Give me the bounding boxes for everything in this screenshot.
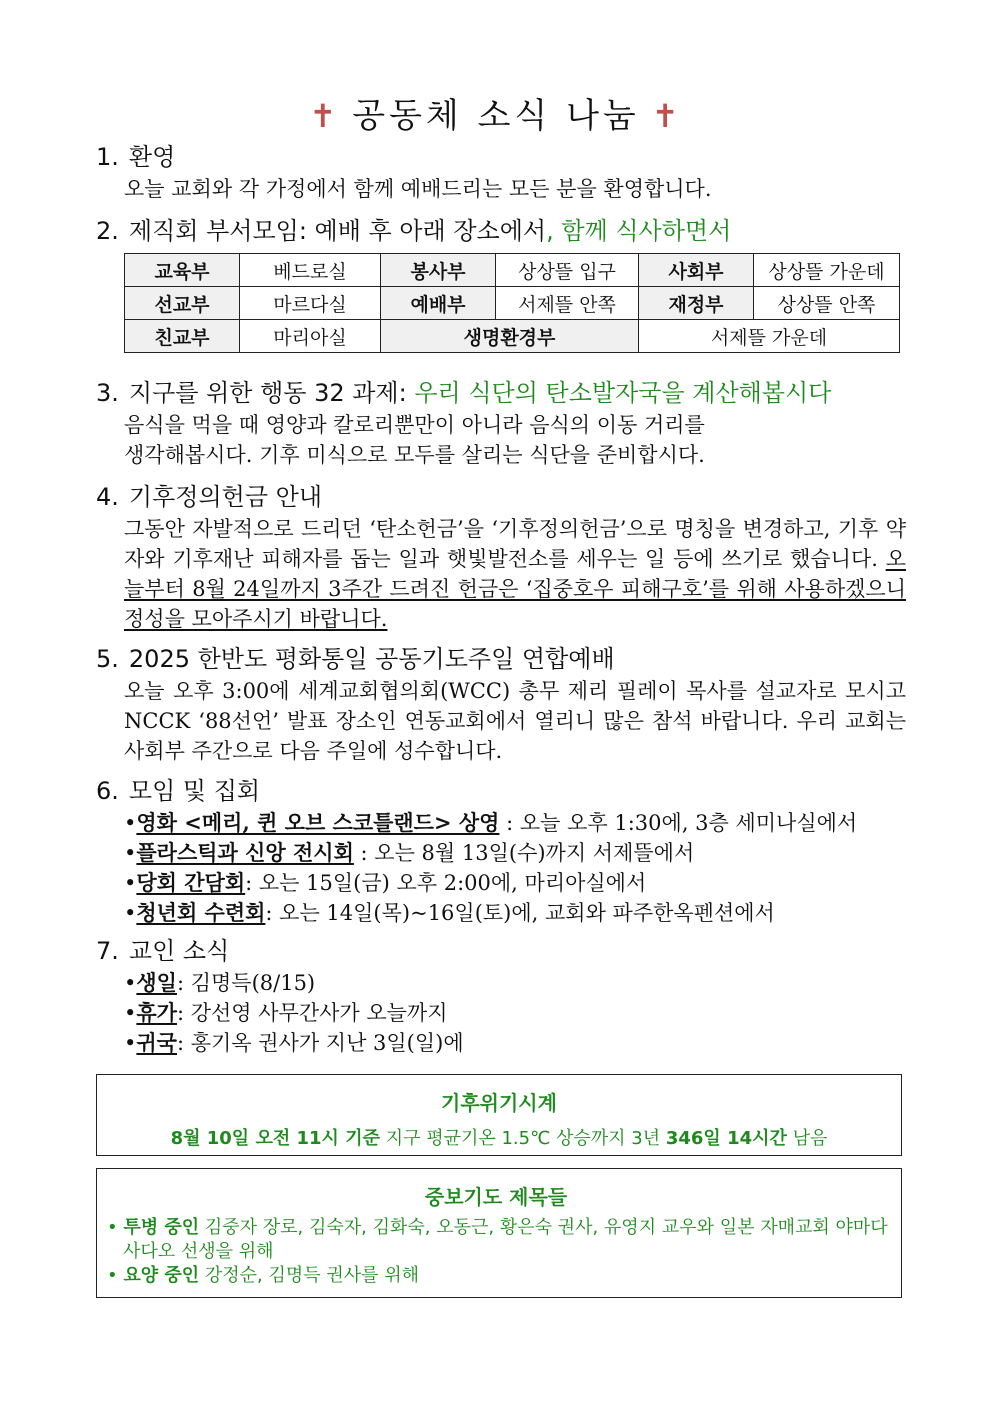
page-title: 공동체 소식 나눔 [352,96,640,136]
section-text-line: 음식을 먹을 때 영양과 칼로리뿐만이 아니라 음식의 이동 거리를 [124,413,705,437]
table-cell: 마리아실 [240,320,381,353]
climate-clock-box [96,1074,902,1156]
table-row [125,254,900,287]
section-earth-action [96,376,906,470]
section-heading: 1. 환영 [96,143,176,171]
section-committee [96,214,906,248]
table-cell: 친교부 [125,320,240,353]
section-climate-offering [96,480,906,634]
prayer-box [96,1168,902,1298]
section-member-news [96,934,906,1058]
list-item: •플라스틱과 신앙 전시회 : 오는 8월 13일(수)까지 서제뜰에서 [124,840,695,865]
department-table [124,253,900,353]
list-item: •영화 <메리, 퀸 오브 스코틀랜드> 상영 : 오늘 오후 1:30에, 3층 세미나실에서 [124,810,858,835]
list-item: •휴가: 강선영 사무간사가 오늘까지 [124,1000,448,1025]
list-item: •당회 간담회: 오는 15일(금) 오후 2:00에, 마리아실에서 [124,870,647,895]
section-welcome [96,140,906,204]
climate-clock-title: 기후위기시계 [441,1091,557,1115]
section-heading: 4. 기후정의헌금 안내 [96,483,323,511]
section-heading: 6. 모임 및 집회 [96,777,261,805]
prayer-item: • 투병 중인 김중자 장로, 김숙자, 김화숙, 오동근, 황은숙 권사, 유영지 교우와 일본 자매교회 야마다 사다오 선생을 위해 [107,1217,888,1262]
latin-cross-icon: ✝ [651,97,683,135]
prayer-item: • 요양 중인 강정순, 김명득 권사를 위해 [107,1265,420,1286]
section-text: 그동안 자발적으로 드리던 ‘탄소헌금’을 ‘기후정의헌금’으로 명칭을 변경하고, 기후 약자와 기후재난 피해자를 돕는 일과 햇빛발전소를 세우는 일 등에 쓰기로 했습니다. 오늘부터 8월 24일까지 3주간 드려진 헌금은 ‘집중호우 피해구호’를 위해 사용하겠으니 정성을 모아주시기 바랍니다. [124,517,906,631]
table-row [125,287,900,320]
table-cell: 선교부 [125,287,240,320]
table-cell: 마르다실 [240,287,381,320]
section-heading: 7. 교인 소식 [96,937,230,965]
table-cell: 베드로실 [240,254,381,287]
table-cell: 서제뜰 가운데 [639,320,900,353]
page-title-row [0,88,992,137]
prayer-title: 중보기도 제목들 [424,1185,568,1209]
list-item: •청년회 수련회: 오는 14일(목)~16일(토)에, 교회와 파주한옥펜션에서 [124,900,775,925]
table-cell: 서제뜰 안쪽 [496,287,639,320]
table-cell: 사회부 [639,254,754,287]
list-item: •생일: 김명득(8/15) [124,970,316,995]
section-heading: 3. 지구를 위한 행동 32 과제: 우리 식단의 탄소발자국을 계산해봅시다 [96,379,832,407]
section-peace-prayer [96,642,906,766]
latin-cross-icon: ✝ [309,97,341,135]
table-cell: 상상뜰 입구 [496,254,639,287]
table-cell: 봉사부 [381,254,496,287]
underlined-text: 오늘부터 8월 24일까지 3주간 드려진 헌금은 ‘집중호우 피해구호’를 위해 사용하겠으니 정성을 모아주시기 바랍니다. [124,547,906,631]
table-cell: 예배부 [381,287,496,320]
section-text: 오늘 교회와 각 가정에서 함께 예배드리는 모든 분을 환영합니다. [124,177,712,201]
section-heading: 5. 2025 한반도 평화통일 공동기도주일 연합예배 [96,645,615,673]
table-row [125,320,900,353]
section-text: 오늘 오후 3:00에 세계교회협의회(WCC) 총무 제리 필레이 목사를 설교자로 모시고 NCCK ‘88선언’ 발표 장소인 연동교회에서 열리니 많은 참석 바랍니다. 우리 교회는 사회부 주간으로 다음 주일에 성수합니다. [124,679,906,763]
section-text-line: 생각해봅시다. 기후 미식으로 모두를 살리는 식단을 준비합시다. [124,443,705,467]
section-heading: 2. 제직회 부서모임: 예배 후 아래 장소에서, 함께 식사하면서 [96,217,732,245]
table-cell: 재정부 [639,287,754,320]
section-meetings [96,774,906,928]
table-cell: 상상뜰 안쪽 [754,287,900,320]
table-cell: 교육부 [125,254,240,287]
table-cell: 생명환경부 [381,320,639,353]
climate-clock-text: 8월 10일 오전 11시 기준 지구 평균기온 1.5℃ 상승까지 3년 346일 14시간 남음 [170,1128,828,1149]
list-item: •귀국: 홍기옥 권사가 지난 3일(일)에 [124,1030,464,1055]
table-cell: 상상뜰 가운데 [754,254,900,287]
